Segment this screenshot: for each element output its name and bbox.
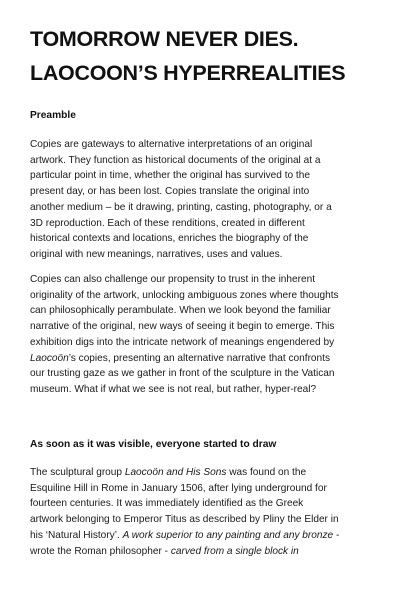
text-line: Esquiline Hill in Rome in January 1506, after lying underground for: [30, 482, 327, 494]
text-line: can philosophically perambulate. When we look beyond the familiar: [30, 305, 331, 317]
text-line: present day, or has been lost. Copies translate the original into: [30, 186, 310, 198]
text-line: our trusting gaze as we gather in front of the sculpture in the Vatican: [30, 368, 335, 380]
text-line: original with new meanings, narratives, uses and values.: [30, 248, 283, 260]
section-heading: As soon as it was visible, everyone started to draw: [30, 439, 277, 450]
italic-title: Laocoön and His Sons: [124, 467, 227, 478]
section-paragraph-1: [30, 465, 396, 559]
text-line: Copies can also challenge our propensity to trust in the inherent: [30, 274, 316, 285]
text-run: his ‘Natural History’.: [30, 529, 123, 541]
text-line: 3D reproduction. Each of these renditions, created in different: [30, 217, 305, 229]
text-run: The sculptural group: [30, 467, 125, 478]
text-line: artwork belonging to Emperor Titus as described by Pliny the Elder in: [30, 514, 339, 526]
preamble-heading: Preamble: [30, 110, 76, 121]
text-run: was found on the: [226, 467, 307, 478]
preamble-paragraph-2: [30, 272, 396, 398]
text-run: wrote the Roman philosopher -: [30, 545, 171, 557]
text-line: artwork. They function as historical documents of the original at a: [30, 154, 321, 166]
text-line: [30, 528, 396, 544]
text-line: [30, 544, 396, 560]
preamble-paragraph-1: [30, 137, 396, 263]
text-line: [30, 465, 396, 481]
text-line: historical contexts and locations, enriches the biography of the: [30, 233, 309, 245]
title-line-2: LAOCOON’S HYPERREALITIES: [30, 61, 346, 85]
text-line: fourteen centuries. It was immediately identified as the Greek: [30, 498, 304, 510]
italic-quote: A work superior to any painting and any bronze: [122, 529, 334, 541]
italic-title: Laocoön: [30, 352, 69, 364]
text-line: particular point in time, whether the original has survived to the: [30, 170, 310, 182]
italic-quote: carved from a single block in: [170, 545, 299, 557]
title-line-1: TOMORROW NEVER DIES.: [30, 27, 299, 51]
text-run: ’s copies, presenting an alternative narrative that confronts: [68, 352, 331, 364]
text-line: narrative of the original, new ways of seeing it begin to emerge. This: [30, 321, 335, 333]
text-line: Copies are gateways to alternative interpretations of an original: [30, 139, 313, 150]
text-line: exhibition digs into the intricate network of meanings engendered by: [30, 336, 335, 348]
text-line: another medium – be it drawing, printing, casting, photography, or a: [30, 201, 332, 213]
text-line: [30, 351, 396, 367]
text-line: museum. What if what we see is not real, but rather, hyper-real?: [30, 383, 317, 395]
text-run: -: [333, 529, 340, 541]
text-line: originality of the artwork, unlocking ambiguous zones where thoughts: [30, 289, 339, 301]
document-title: [30, 22, 400, 90]
